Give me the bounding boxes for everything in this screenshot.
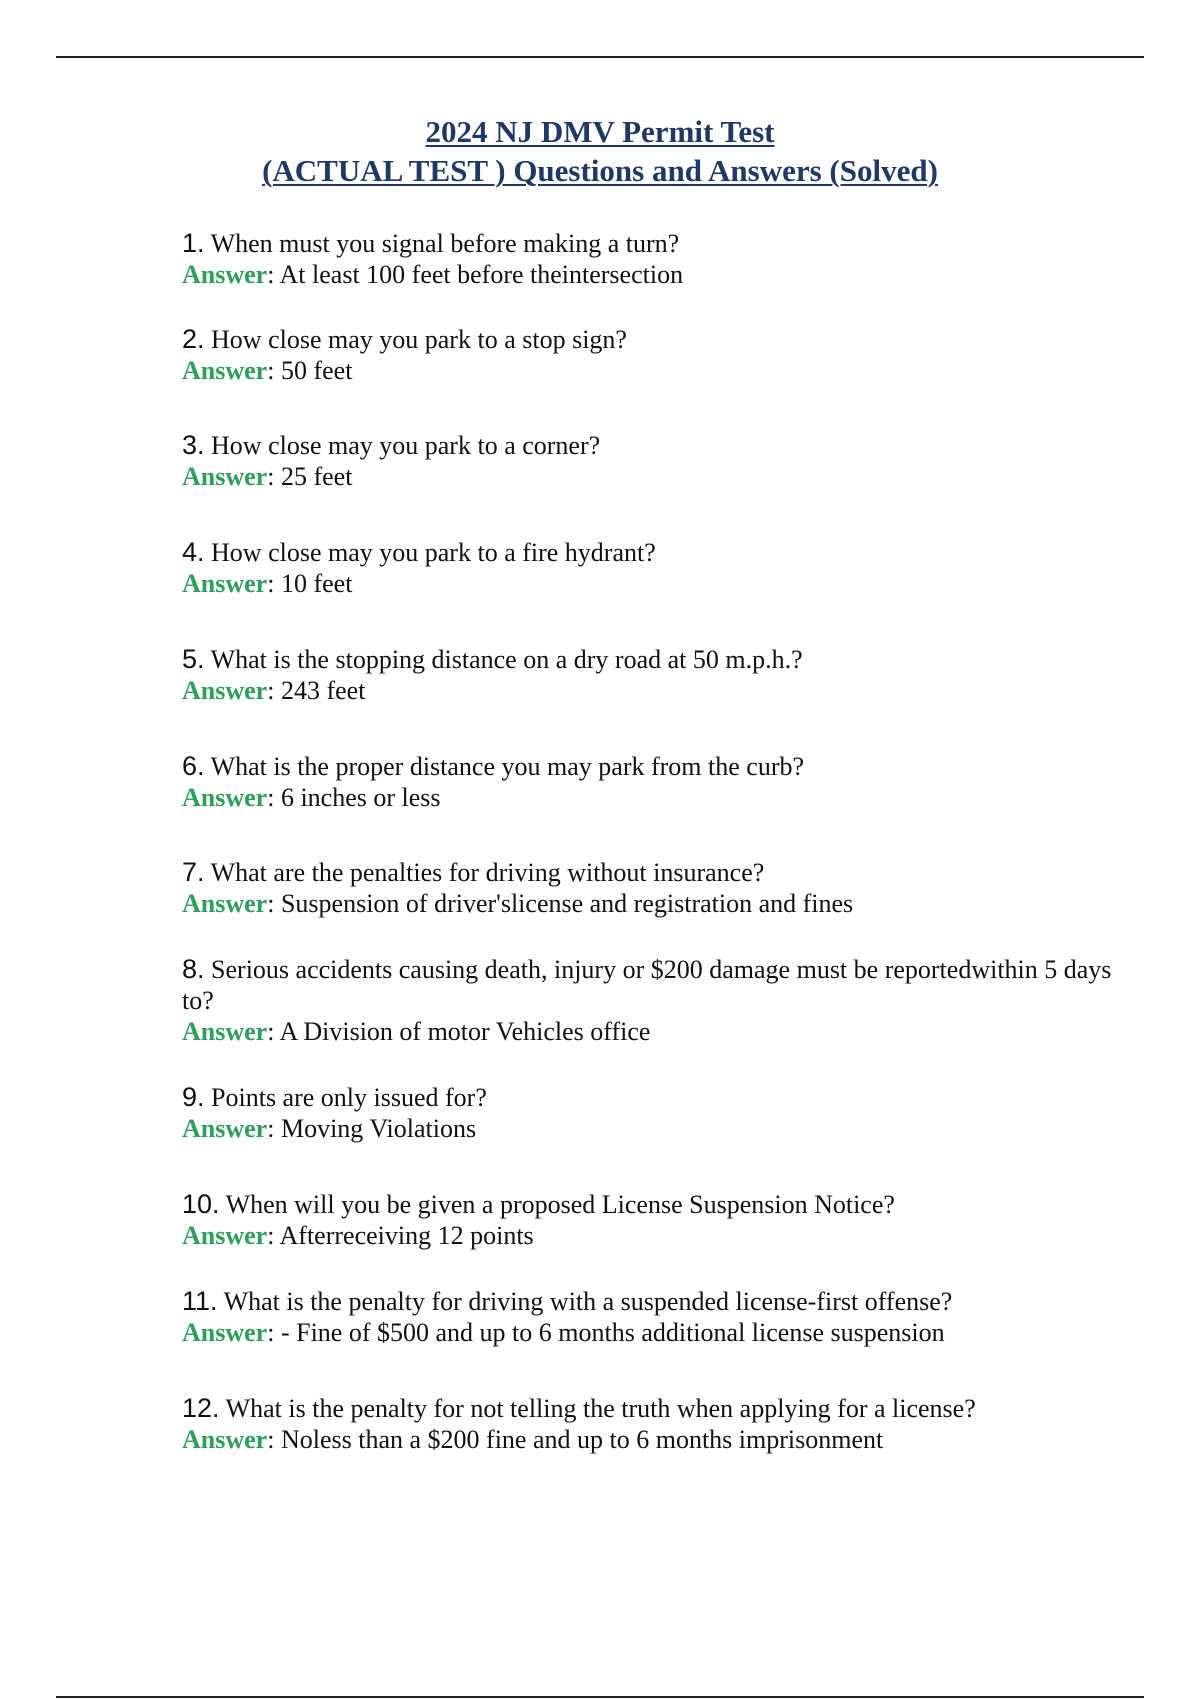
answer-text: 6 inches or less — [280, 783, 441, 812]
answer: Answer: - Fine of $500 and up to 6 months additional license suspension — [182, 1318, 945, 1347]
question-number: 7. — [182, 857, 205, 887]
question — [182, 644, 1142, 675]
question-text: When will you be given a proposed License Suspension Notice? — [225, 1190, 895, 1219]
page-title — [0, 112, 1200, 190]
qa-item-10 — [182, 1189, 1142, 1251]
answer: Answer: 10 feet — [182, 569, 353, 598]
question-text: What is the penalty for driving with a suspended license-first offense? — [223, 1287, 953, 1316]
question-number: 11. — [182, 1286, 218, 1316]
qa-item-1 — [182, 228, 1142, 290]
question — [182, 1286, 1142, 1317]
question — [182, 1082, 1142, 1113]
answer-text: 243 feet — [280, 676, 366, 705]
question-text: What is the stopping distance on a dry road at 50 m.p.h.? — [210, 645, 803, 674]
top-rule — [56, 56, 1144, 58]
question-text: How close may you park to a fire hydrant? — [211, 538, 656, 567]
question-number: 8. — [182, 954, 205, 984]
qa-item-3 — [182, 430, 1142, 492]
answer: Answer: 50 feet — [182, 356, 353, 385]
question-text: What is the proper distance you may park from the curb? — [210, 752, 805, 781]
question-number: 6. — [182, 751, 205, 781]
question — [182, 1189, 1142, 1220]
answer: Answer: Afterreceiving 12 points — [182, 1221, 534, 1250]
qa-item-9 — [182, 1082, 1142, 1144]
answer-text: Afterreceiving 12 points — [279, 1221, 534, 1250]
bottom-rule — [56, 1696, 1144, 1698]
qa-item-6 — [182, 751, 1142, 813]
qa-item-11 — [182, 1286, 1142, 1348]
answer-label: Answer — [182, 1318, 268, 1347]
answer-label: Answer — [182, 1221, 268, 1250]
answer-label: Answer — [182, 1017, 268, 1046]
answer-label: Answer — [182, 462, 268, 491]
answer: Answer: 243 feet — [182, 676, 366, 705]
question — [182, 857, 1142, 888]
question-number: 1. — [182, 228, 205, 258]
question-number: 3. — [182, 430, 205, 460]
question-number: 12. — [182, 1393, 220, 1423]
answer: Answer: 25 feet — [182, 462, 353, 491]
answer-label: Answer — [182, 356, 268, 385]
qa-item-7 — [182, 857, 1142, 919]
question-number: 9. — [182, 1082, 205, 1112]
question-text: Points are only issued for? — [211, 1083, 487, 1112]
question-text: What is the penalty for not telling the truth when applying for a license? — [225, 1394, 976, 1423]
answer-label: Answer — [182, 889, 268, 918]
qa-item-5 — [182, 644, 1142, 706]
question-number: 4. — [182, 537, 205, 567]
answer-label: Answer — [182, 260, 268, 289]
question-text: When must you signal before making a turn? — [210, 229, 680, 258]
qa-item-4 — [182, 537, 1142, 599]
answer-text: 10 feet — [280, 569, 353, 598]
answer-label: Answer — [182, 569, 268, 598]
question-text: What are the penalties for driving without insurance? — [210, 858, 765, 887]
question — [182, 751, 1142, 782]
answer-text: Suspension of driver'slicense and registration and fines — [280, 889, 854, 918]
qa-item-12 — [182, 1393, 1142, 1455]
question — [182, 537, 1142, 568]
answer-text: 50 feet — [280, 356, 353, 385]
title-line-2: (ACTUAL TEST ) Questions and Answers (Solved) — [262, 153, 938, 188]
answer-label: Answer — [182, 783, 268, 812]
answer-text: At least 100 feet before theintersection — [279, 260, 684, 289]
answer: Answer: Moving Violations — [182, 1114, 477, 1143]
question — [182, 1393, 1142, 1424]
question-number: 5. — [182, 644, 205, 674]
answer: Answer: At least 100 feet before theintersection — [182, 260, 684, 289]
answer: Answer: 6 inches or less — [182, 783, 441, 812]
qa-item-2 — [182, 324, 1142, 386]
answer-text: 25 feet — [280, 462, 353, 491]
answer-label: Answer — [182, 1425, 268, 1454]
answer-label: Answer — [182, 676, 268, 705]
answer: Answer: Noless than a $200 fine and up to 6 months imprisonment — [182, 1425, 884, 1454]
answer-label: Answer — [182, 1114, 268, 1143]
question-number: 10. — [182, 1189, 220, 1219]
answer: Answer: Suspension of driver'slicense and registration and fines — [182, 889, 854, 918]
question-text: How close may you park to a corner? — [211, 431, 601, 460]
question-text: Serious accidents causing death, injury or $200 damage must be reportedwithin 5 days to? — [182, 955, 1112, 1015]
question — [182, 430, 1142, 461]
qa-item-8 — [182, 954, 1142, 1047]
answer-text: A Division of motor Vehicles office — [279, 1017, 651, 1046]
answer-text: Noless than a $200 fine and up to 6 months imprisonment — [280, 1425, 884, 1454]
question-number: 2. — [182, 324, 205, 354]
answer: Answer: A Division of motor Vehicles office — [182, 1017, 651, 1046]
title-line-1: 2024 NJ DMV Permit Test — [425, 114, 775, 149]
question — [182, 324, 1142, 355]
answer-text: Moving Violations — [280, 1114, 477, 1143]
question — [182, 228, 1142, 259]
question — [182, 954, 1142, 1016]
question-text: How close may you park to a stop sign? — [211, 325, 627, 354]
answer-text: - Fine of $500 and up to 6 months additional license suspension — [280, 1318, 945, 1347]
